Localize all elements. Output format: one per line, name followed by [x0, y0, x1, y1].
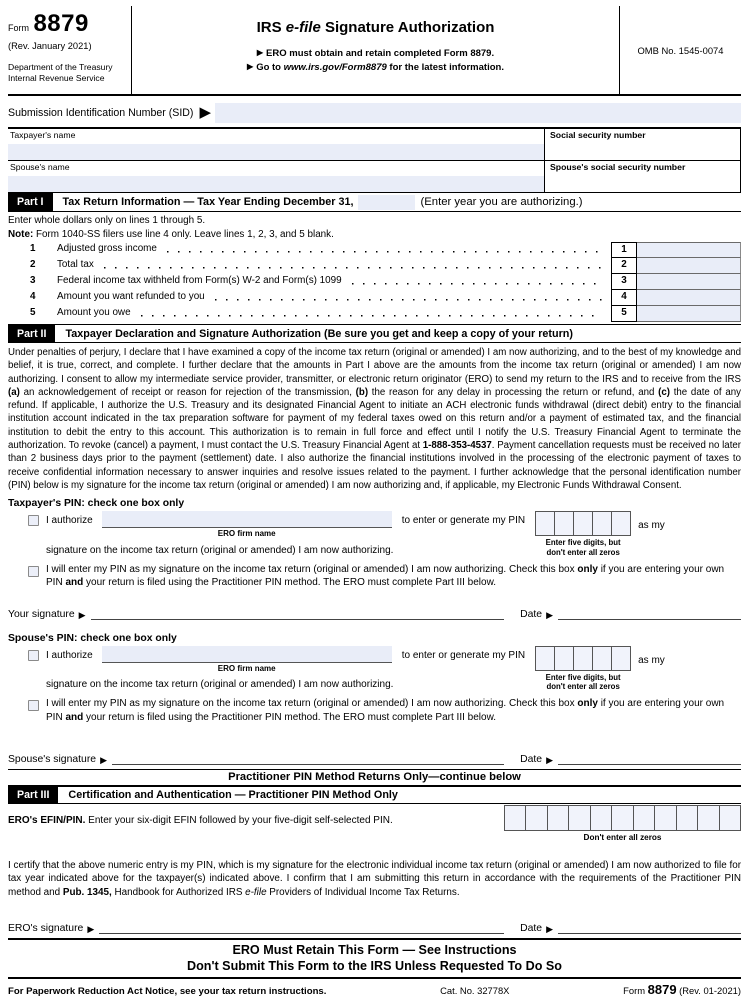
footer-form-rev: (Rev. 01-2021) — [679, 985, 741, 997]
ero-signature-row — [8, 919, 741, 934]
date-label: Date — [520, 754, 543, 766]
taxpayer-ero-firm-block — [102, 511, 392, 538]
line-label: Amount you owe — [57, 307, 131, 318]
efin-digit-cell[interactable] — [525, 806, 546, 830]
as-my-label: as my — [638, 520, 665, 532]
spouse-ssn-cell — [544, 161, 740, 192]
omb-number: OMB No. 1545-0074 — [619, 6, 741, 94]
line-number-box: 4 — [611, 290, 637, 306]
date-label: Date — [520, 923, 543, 935]
taxpayer-self-pin-row — [8, 563, 741, 590]
footer-form-number: 8879 — [647, 982, 677, 998]
part1-title: Tax Return Information — Tax Year Ending December 31, — [62, 196, 354, 208]
pin-digit-cell[interactable] — [554, 647, 573, 670]
efin-digit-cell[interactable] — [719, 806, 740, 830]
sid-row — [8, 102, 741, 123]
line-number-box: 2 — [611, 258, 637, 274]
sid-input[interactable] — [215, 103, 741, 123]
ero-efin-pin-input[interactable] — [504, 805, 741, 831]
spouse-self-pin-checkbox[interactable] — [28, 700, 39, 711]
ero-firm-name-label: ERO firm name — [217, 663, 276, 673]
spouse-ero-firm-input[interactable] — [102, 646, 392, 663]
retain-line-2: Don't Submit This Form to the IRS Unless Requested To Do So — [187, 959, 562, 974]
line-2-amount-input[interactable] — [637, 258, 741, 274]
header-instructions — [132, 47, 619, 75]
ero-firm-name-label: ERO firm name — [217, 529, 276, 539]
line-label: Total tax — [57, 259, 94, 270]
line-label: Amount you want refunded to you — [57, 291, 205, 302]
line-number: 1 — [30, 243, 36, 254]
line-1-amount-input[interactable] — [637, 242, 741, 258]
form-id-block — [8, 6, 132, 94]
pin-hint — [535, 538, 631, 557]
self-pin-text: I will enter my PIN as my signature on the income tax return (original or amended) I am now authorizing. Check this box only if you are entering your own PIN and your return is filed using the Practitioner PIN method. The ERO must complete Part III below. — [46, 698, 725, 723]
self-pin-text: I will enter my PIN as my signature on the income tax return (original or amended) I am now authorizing. Check this box only if you are entering your own PIN and your return is filed using the Practitioner PIN method. The ERO must complete Part III below. — [46, 563, 725, 589]
your-signature-line[interactable] — [91, 607, 505, 620]
form-number: 8879 — [33, 10, 89, 37]
sid-label: Submission Identification Number (SID) — [8, 106, 194, 119]
line-5-amount-input[interactable] — [637, 306, 741, 322]
spouse-row — [8, 161, 740, 192]
part2-label: Part II — [8, 325, 55, 342]
line-row-3 — [8, 274, 741, 290]
part1-lines — [8, 242, 741, 322]
spouse-pin-block — [535, 646, 631, 692]
practitioner-banner: Practitioner PIN Method Returns Only—continue below — [8, 769, 741, 785]
dot-leader — [215, 290, 603, 306]
line-row-1 — [8, 242, 741, 258]
line-number: 2 — [30, 259, 36, 270]
pin-digit-cell[interactable] — [592, 647, 611, 670]
taxpayer-pin-block — [535, 511, 631, 557]
line-label: Adjusted gross income — [57, 243, 157, 254]
your-signature-label: Your signature — [8, 608, 75, 620]
dot-leader — [141, 306, 603, 322]
your-date-line[interactable] — [558, 607, 741, 620]
pin-digit-cell[interactable] — [592, 512, 611, 535]
date-label: Date — [520, 608, 543, 620]
header-instruction-2 — [132, 61, 619, 75]
spouse-authorize-checkbox[interactable] — [28, 650, 39, 661]
efin-digit-cell[interactable] — [633, 806, 654, 830]
pin-digit-cell[interactable] — [573, 647, 592, 670]
arrow-right-icon: ▶ — [199, 104, 212, 121]
part1-label: Part I — [8, 193, 53, 211]
pin-hint-line-1: Enter five digits, but — [545, 672, 621, 682]
line-row-5 — [8, 306, 741, 322]
taxpayer-authorize-checkbox[interactable] — [28, 515, 39, 526]
part2-title: Taxpayer Declaration and Signature Authorization (Be sure you get and keep a copy of your return) — [65, 327, 574, 340]
footer-form-word: Form — [623, 985, 646, 997]
pin-digit-cell[interactable] — [536, 647, 554, 670]
spouse-self-pin-row — [8, 697, 741, 724]
catalog-number: Cat. No. 32778X — [440, 985, 510, 997]
taxpayer-pin-input[interactable] — [535, 511, 631, 536]
arrow-right-icon: ▶ — [546, 609, 553, 620]
taxpayer-self-pin-checkbox[interactable] — [28, 566, 39, 577]
part1-header — [8, 193, 741, 212]
declaration-text: Under penalties of perjury, I declare that I have examined a copy of the income tax return (original or amended) I am now authorizing, and to the best of my knowledge and belief, it is true, correct, and complete. I further declare that the amounts in Part I above are the amounts from the income tax return (original or amended) I am now authorizing. I consent to allow my intermediate service provider, transmitter, or electronic return originator (ERO) to send my return to the IRS and to receive from the IRS (a) an acknowledgement of receipt or reason for rejection of the transmission, (b) the reason for any delay in processing the return or refund, and (c) the date of any refund. If applicable, I authorize the U.S. Treasury and its designated Financial Agent to initiate an ACH electronic funds withdrawal (direct debit) entry to the financial institution account indicated in the tax preparation software for payment of my federal taxes owed on this return and/or a payment of estimated tax, and the financial institution to debit the entry to this account. This authorization is to remain in full force and effect until I notify the U.S. Treasury Financial Agent to terminate the authorization. To revoke (cancel) a payment, I must contact the U.S. Treasury Financial Agent at 1-888-353-4537. Payment cancellation requests must be received no later than 2 business days prior to the payment (settlement) date. I also authorize the financial institutions involved in the processing of the electronic payment of taxes to receive confidential information necessary to answer inquiries and resolve issues related to the payment. I further acknowledge that the personal identification number (PIN) below is my signature for the income tax return (original or amended) I am now authorizing and, if applicable, my Electronic Funds Withdrawal Consent. — [8, 347, 741, 491]
taxpayer-ero-firm-input[interactable] — [102, 511, 392, 528]
line-number: 4 — [30, 291, 36, 302]
agency-name — [8, 62, 127, 83]
to-enter-label: to enter or generate my PIN — [401, 515, 526, 527]
taxpayer-pin-heading: Taxpayer's PIN: check one box only — [8, 498, 185, 510]
authorize-continuation: signature on the income tax return (original or amended) I am now authorizing. — [46, 679, 394, 691]
part1-note: Note: Form 1040-SS filers use line 4 only. Leave lines 1, 2, 3, and 5 blank. — [8, 229, 334, 240]
pin-digit-cell[interactable] — [611, 647, 630, 670]
spouse-pin-input[interactable] — [535, 646, 631, 671]
form-word: Form — [8, 23, 29, 33]
part3-header — [8, 785, 741, 804]
ero-signature-label: ERO's signature — [8, 923, 84, 935]
line-label: Federal income tax withheld from Form(s) W-2 and Form(s) 1099 — [57, 275, 342, 286]
form-revision: (Rev. January 2021) — [8, 41, 92, 51]
efin-digit-cell[interactable] — [568, 806, 589, 830]
efin-block — [504, 805, 741, 842]
efin-hint: Don't enter all zeros — [583, 833, 662, 843]
efin-digit-cell[interactable] — [697, 806, 718, 830]
line-3-amount-input[interactable] — [637, 274, 741, 290]
year-hint: (Enter year you are authorizing.) — [420, 196, 583, 208]
pin-digit-cell[interactable] — [611, 512, 630, 535]
ero-date-line[interactable] — [558, 921, 741, 934]
part1-instruction: Enter whole dollars only on lines 1 through 5. — [8, 215, 206, 226]
tax-year-input[interactable] — [358, 195, 415, 210]
form-header — [8, 6, 741, 96]
footer-form-id — [623, 982, 741, 997]
dot-leader — [352, 274, 603, 290]
line-row-2 — [8, 258, 741, 274]
arrow-right-icon: ▶ — [87, 924, 95, 935]
authorize-continuation: signature on the income tax return (original or amended) I am now authorizing. — [46, 544, 394, 556]
arrow-right-icon: ▶ — [546, 924, 553, 935]
line-number: 3 — [30, 275, 36, 286]
line-number-box: 5 — [611, 306, 637, 322]
line-row-4 — [8, 290, 741, 306]
certification-text: I certify that the above numeric entry is my PIN, which is my signature for the electronic individual income tax return (original or amended) I am now authorized to file for tax year indicated above for the taxpayer(s) indicated above. I confirm that I am submitting this return in accordance with the requirements of the Practitioner PIN method and Pub. 1345, Handbook for Authorized IRS e-file Providers of Individual Income Tax Returns. — [8, 860, 741, 898]
part3-title: Certification and Authentication — Practitioner PIN Method Only — [68, 789, 398, 802]
spouse-ssn-label: Spouse's social security number — [550, 162, 686, 172]
line-4-amount-input[interactable] — [637, 290, 741, 306]
spouse-name-label: Spouse's name — [10, 162, 70, 172]
efin-digit-cell[interactable] — [547, 806, 568, 830]
dot-leader — [167, 242, 603, 258]
spouse-signature-row — [8, 750, 741, 765]
efin-row — [8, 805, 741, 842]
your-signature-row — [8, 605, 741, 620]
pin-hint-line-1: Enter five digits, but — [545, 538, 621, 548]
pin-digit-cell[interactable] — [573, 512, 592, 535]
arrow-right-icon: ▶ — [546, 755, 553, 766]
pin-digit-cell[interactable] — [536, 512, 554, 535]
header-instruction-1 — [132, 47, 619, 61]
retain-notice — [8, 940, 741, 977]
spouse-signature-line[interactable] — [112, 752, 504, 765]
names-table — [8, 127, 741, 193]
agency-line-2: Internal Revenue Service — [8, 72, 105, 83]
efin-digit-cell[interactable] — [505, 806, 525, 830]
pin-hint-line-2: don't enter all zeros — [546, 681, 620, 691]
taxpayer-row — [8, 129, 740, 161]
to-enter-label: to enter or generate my PIN — [401, 649, 526, 661]
page-title: IRS e-file Signature Authorization — [256, 19, 495, 36]
part2-header — [8, 324, 741, 343]
page-footer — [8, 979, 741, 997]
instruction-2-text: Go to www.irs.gov/Form8879 for the latest information. — [256, 62, 504, 73]
spouse-ero-firm-block — [102, 646, 392, 673]
line-number: 5 — [30, 307, 36, 318]
agency-line-1: Department of the Treasury — [8, 62, 113, 72]
taxpayer-name-cell — [8, 129, 544, 160]
instruction-1-text: ERO must obtain and retain completed Form 8879. — [266, 48, 495, 59]
arrow-right-icon: ▶ — [247, 62, 254, 71]
line-number-box: 1 — [611, 242, 637, 258]
arrow-right-icon: ▶ — [100, 755, 107, 766]
part3-label: Part III — [8, 787, 58, 803]
dot-leader — [104, 258, 603, 274]
spouse-name-cell — [8, 161, 544, 192]
ssn-label: Social security number — [550, 130, 646, 140]
paperwork-notice: For Paperwork Reduction Act Notice, see your tax return instructions. — [8, 986, 327, 998]
efin-digit-cell[interactable] — [590, 806, 611, 830]
efin-digit-cell[interactable] — [654, 806, 675, 830]
form-title-block — [132, 6, 619, 94]
taxpayer-name-input[interactable] — [8, 144, 544, 160]
spouse-signature-label: Spouse's signature — [8, 754, 97, 766]
ero-signature-line[interactable] — [99, 921, 504, 934]
arrow-right-icon: ▶ — [78, 609, 86, 620]
spouse-date-line[interactable] — [558, 752, 741, 765]
efin-digit-cell[interactable] — [611, 806, 632, 830]
taxpayer-name-label: Taxpayer's name — [10, 130, 76, 140]
pin-hint-line-2: don't enter all zeros — [546, 547, 620, 557]
pin-hint — [535, 673, 631, 692]
spouse-pin-heading: Spouse's PIN: check one box only — [8, 632, 177, 644]
retain-line-1: ERO Must Retain This Form — See Instructions — [232, 943, 517, 958]
pin-digit-cell[interactable] — [554, 512, 573, 535]
spouse-name-input[interactable] — [8, 176, 544, 192]
taxpayer-ssn-cell — [544, 129, 740, 160]
as-my-label: as my — [638, 654, 665, 666]
authorize-label: I authorize — [46, 515, 93, 527]
authorize-label: I authorize — [46, 649, 93, 661]
arrow-right-icon: ▶ — [256, 48, 264, 57]
efin-instruction: ERO's EFIN/PIN. Enter your six-digit EFIN followed by your five-digit self-selected PIN. — [8, 815, 393, 827]
efin-digit-cell[interactable] — [676, 806, 697, 830]
line-number-box: 3 — [611, 274, 637, 290]
